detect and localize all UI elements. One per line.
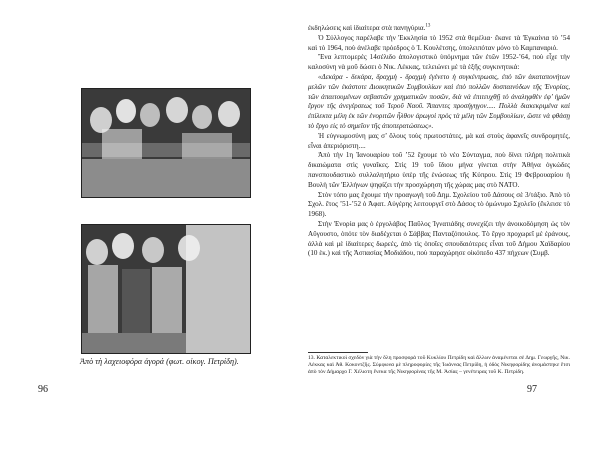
right-page: [300, 0, 600, 450]
paragraph-6: Ἀπὸ τὴν 1η Ἰανουαρίου τοῦ ’52 ἔχουμε τὸ νέο Σύνταγμα, ποὺ δίνει πλήρη πολιτικὰ δικαιώματα στὶς γυναῖκες. Στὶς 19 τοῦ ἴδιου μήνα γίνεται στὴν Ἀθήνα ὀγκώδες πανσπουδαστικὸ συλλαλητήριο ὑπὲρ τῆς ἑνώσεως τῆς Κύπρου. Στὶς 19 Φεβρουαρίου ἡ Βουλὴ τῶν Ἑλλήνων ψηφίζει τὴν προσχώρηση τῆς χώρας μας στὸ ΝΑΤΟ.: [308, 151, 570, 189]
group-photo-bottom: [81, 224, 251, 354]
body-text: [308, 24, 570, 259]
paragraph-3: Ἕνα λεπτομερὲς 14σέλιδο ἀπολογιστικὸ ὑπόμνημα τῶν ἐτῶν 1952-’64, ποὺ εἶχε τὴν καλοσύνη νὰ μοῦ δώσει ὁ Νικ. Λέκκας, τελειώνει μὲ τὰ ἑξῆς συγκινητικά:: [308, 53, 570, 72]
footnote: 13. Καταλεκτικοὶ σχεδὸν γιὰ τὴν ὅλη προσφορὰ τοῦ Κυκλίου Πετρίδη καὶ ἄλλων ἀναμένεται σὲ Δημ. Γεωργῆς, Νικ. Λέκκας καὶ Ἀθ. Κοκοντζῆς. Σύμφωνα μὲ πληροφορίες τῆς Ἰωάννας Πετρίδη, ἡ ὁδὸς Νικηφορίδης ἀνομάστηκε ἔτσι ἀπὸ τὸν Δήμαρχο Γ. Χέλιοτη ἕνεκα τῆς Νικηφορίνας τῆς Μ. Ἀσίας – γενέτειρας τοῦ Κ. Πετρίδη.: [308, 355, 570, 376]
paragraph-8: Στὴν Ἐνορία μας ὁ ἐργολάβος Παῦλος Ἰγνατιάδης συνεχίζει τὴν ἀνοικοδόμηση ὡς τὸν Αὔγουστο, ὁπότε τὸν διαδέχεται ὁ Σάββας Πανταζόπουλος. Τὸ ἔργο προχωρεῖ μὲ ἐράνους, ἀλλὰ καὶ μὲ ἰδιαίτερες δωρεές, ἀπὸ τὶς ὁποῖες σπουδαιότερες εἶναι τοῦ Δήμου Χαϊδαρίου (10 ἑκ.) καὶ τῆς Ἀσπασίας Μοδιάδου, ποὺ παραχώρησε οἰκόπεδο 437 πήχεων (Συμβ.: [308, 219, 570, 258]
page-number-right: 97: [527, 384, 537, 395]
group-photo-top: [81, 88, 251, 198]
paragraph-2: Ὁ Σύλλογος παρέλαβε τὴν Ἐκκλησία τὸ 1952 στὰ θεμέλια· ἔκανε τὰ Ἐγκαίνια τὸ ’54 καὶ τὸ 1964, ποὺ ἀνέλαβε πρόεδρος ὁ Ἰ. Κουλέτσης, ὑπολειπόταν μόνο τὸ Καμπαναριό.: [308, 33, 570, 52]
paragraph-7: Στὸν τόπο μας ἔχουμε τὴν προαγωγὴ τοῦ Δημ. Σχολείου τοῦ Δάσους σὲ 3/τάξιο. Ἀπὸ τὸ Σχολ. ἔτος ’51-’52 ὁ Ἀφατ. Αὐγέρης λειτουργεῖ στὸ Δάσος τὸ ὁμώνυμο Σχολεῖο (ἔκλεισε τὸ 1968).: [308, 190, 570, 219]
paragraph-quote: «Δεκάρα - δεκάρα, δραχμὴ - δραχμὴ ἐγένετο ἡ συγκέντρωσις, ἐπὸ τῶν ἀκαταπονήτων μελῶν τῶν ἑκάστοτε Διοικητικῶν Συμβουλίων καὶ ἐπὸ πολλῶν δυσπαινύδων τῆς Ἐνορίας, τῶν ἀπαιτουμένων σεβαστῶν χρηματικῶν ποσῶν, διὰ νὰ ἐπιτευχθῇ τὸ ἀναληφθὲν ἐφ’ ἡμῶν ἔργον τῆς ἀνεγέρσεως τοῦ Ἱεροῦ Ναοῦ. Ἅπαντες προσήγηγον..... Πολλὰ διακεκριμένα καὶ ἐπίλεκτα μέλη ἐκ τῶν ἐνοριτῶν ἦλθον ἀρωγοὶ πρὸς τὰ μέλη τῶν Συμβουλίων, ὥστε νὰ φθάσῃ τὸ ἔργο εἰς τὸ σημεῖον τῆς ἀποπερατώσεως».: [308, 72, 570, 130]
page-number-left: 96: [38, 384, 48, 395]
paragraph-1: ἐκδηλώσεις καὶ ἰδιαίτερα στὰ πανηγύρια.$^{13}$: [308, 23, 431, 32]
photo-caption: Ἀπὸ τὴ λαχειοφόρα ἀγορά (φωτ. οἰκογ. Πετρίδη).: [80, 357, 239, 366]
footnote-rule: [308, 352, 368, 353]
paragraph-5: Ἡ εὐγνωμοσύνη μας σ’ ὅλους τοὺς πρωτοστάτες, μὰ καὶ στοὺς ἀφανεῖς συνδρομητές, εἶναι ἀπεριόριστη....: [308, 131, 570, 150]
